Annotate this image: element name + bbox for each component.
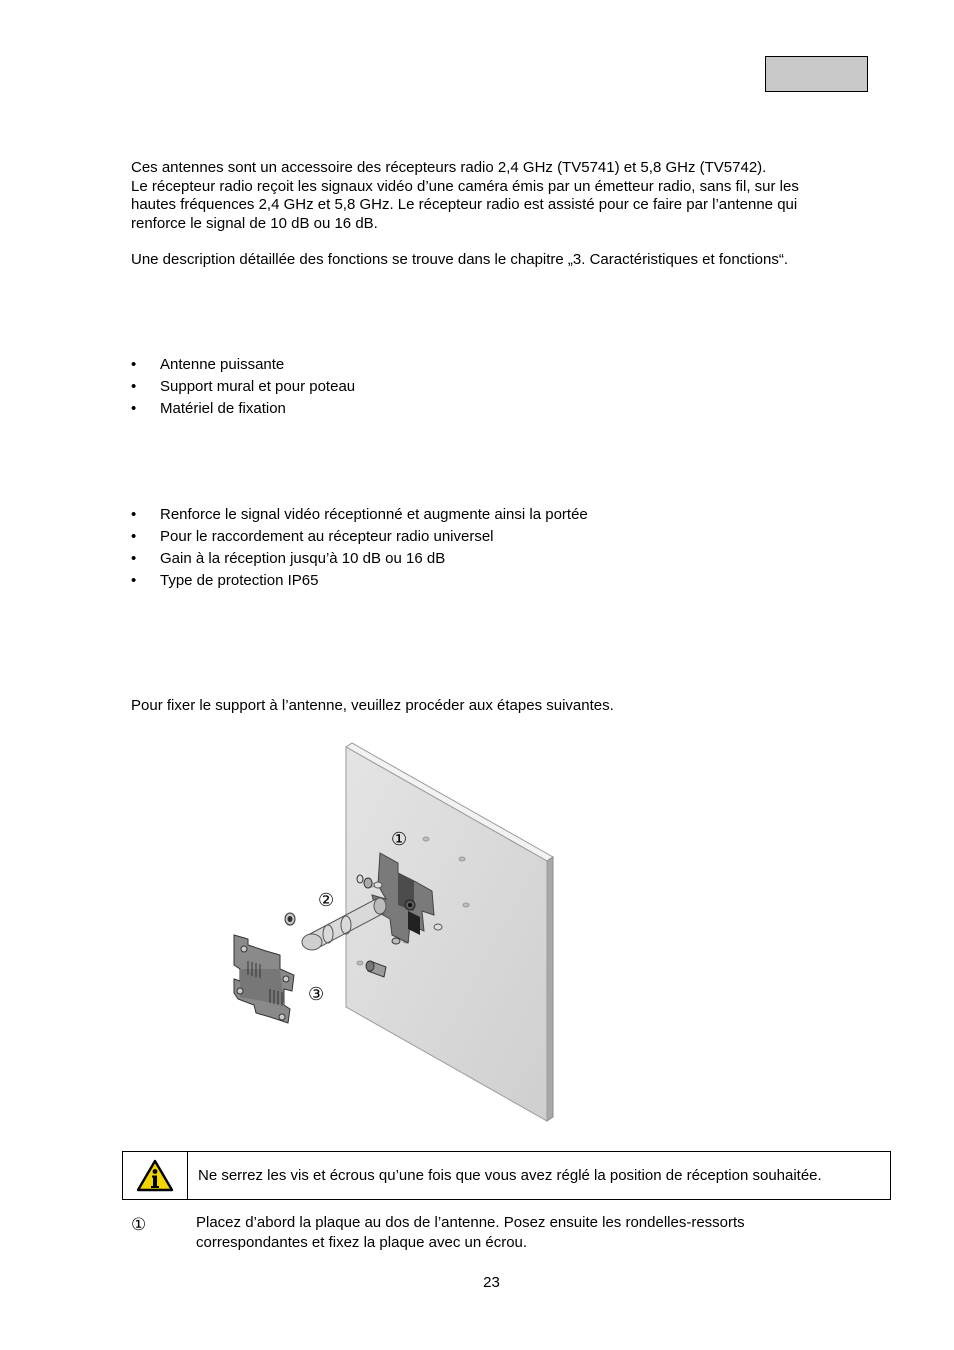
intro-line: renforce le signal de 10 dB ou 16 dB. [131,214,378,232]
list-item: • Support mural et pour poteau [131,376,355,398]
bullet-glyph: • [131,572,137,589]
bullet-glyph: • [131,506,137,523]
bullet-glyph: • [131,528,137,545]
mounting-intro: Pour fixer le support à l’antenne, veuillez procéder aux étapes suivantes. [131,697,614,714]
intro-line: hautes fréquences 2,4 GHz et 5,8 GHz. Le récepteur radio est assisté pour ce faire par l’antenne qui [131,196,798,214]
bullet-glyph: • [131,400,137,417]
step-text: Placez d’abord la plaque au dos de l’antenne. Posez ensuite les rondelles-ressorts correspondantes et fixez la plaque avec un écrou. [196,1214,745,1251]
intro-line: Ces antennes sont un accessoire des récepteurs radio 2,4 GHz (TV5741) et 5,8 GHz (TV5742). [131,159,767,176]
list-item: • Renforce le signal vidéo réceptionné et augmente ainsi la portée [131,504,588,526]
language-tab-box [765,56,868,92]
wall-bracket-plate [234,935,294,1023]
step-number: ① [131,1215,147,1234]
list-item: • Antenne puissante [131,354,355,376]
intro-paragraph [131,159,799,233]
info-warning-icon [136,1159,174,1193]
features-list [131,504,588,592]
note-icon-cell [123,1152,188,1199]
bullet-glyph: • [131,550,137,567]
page-number: 23 [483,1274,500,1291]
intro-line: Le récepteur radio reçoit les signaux vidéo d’une caméra émis par un émetteur radio, sans fil, sur les [131,177,799,195]
note-text: Ne serrez les vis et écrous qu’une fois que vous avez réglé la position de réception souhaitée. [198,1167,822,1184]
scope-of-delivery-list [131,354,355,420]
bullet-glyph: • [131,378,137,395]
list-item: • Pour le raccordement au récepteur radio universel [131,526,588,548]
note-box [122,1151,891,1200]
figure-label-2: ② [318,890,335,911]
figure-label-1: ① [391,829,408,850]
bullet-glyph: • [131,356,137,373]
description-paragraph: Une description détaillée des fonctions se trouve dans le chapitre „3. Caractéristiques et fonctions“. [131,251,789,268]
list-item: • Matériel de fixation [131,398,355,420]
figure-label-3: ③ [308,984,325,1005]
antenna-panel [346,743,553,1121]
list-item: • Gain à la réception jusqu’à 10 dB ou 16 dB [131,548,588,570]
antenna-mounting-diagram [200,735,580,1130]
list-item: • Type de protection IP65 [131,570,588,592]
